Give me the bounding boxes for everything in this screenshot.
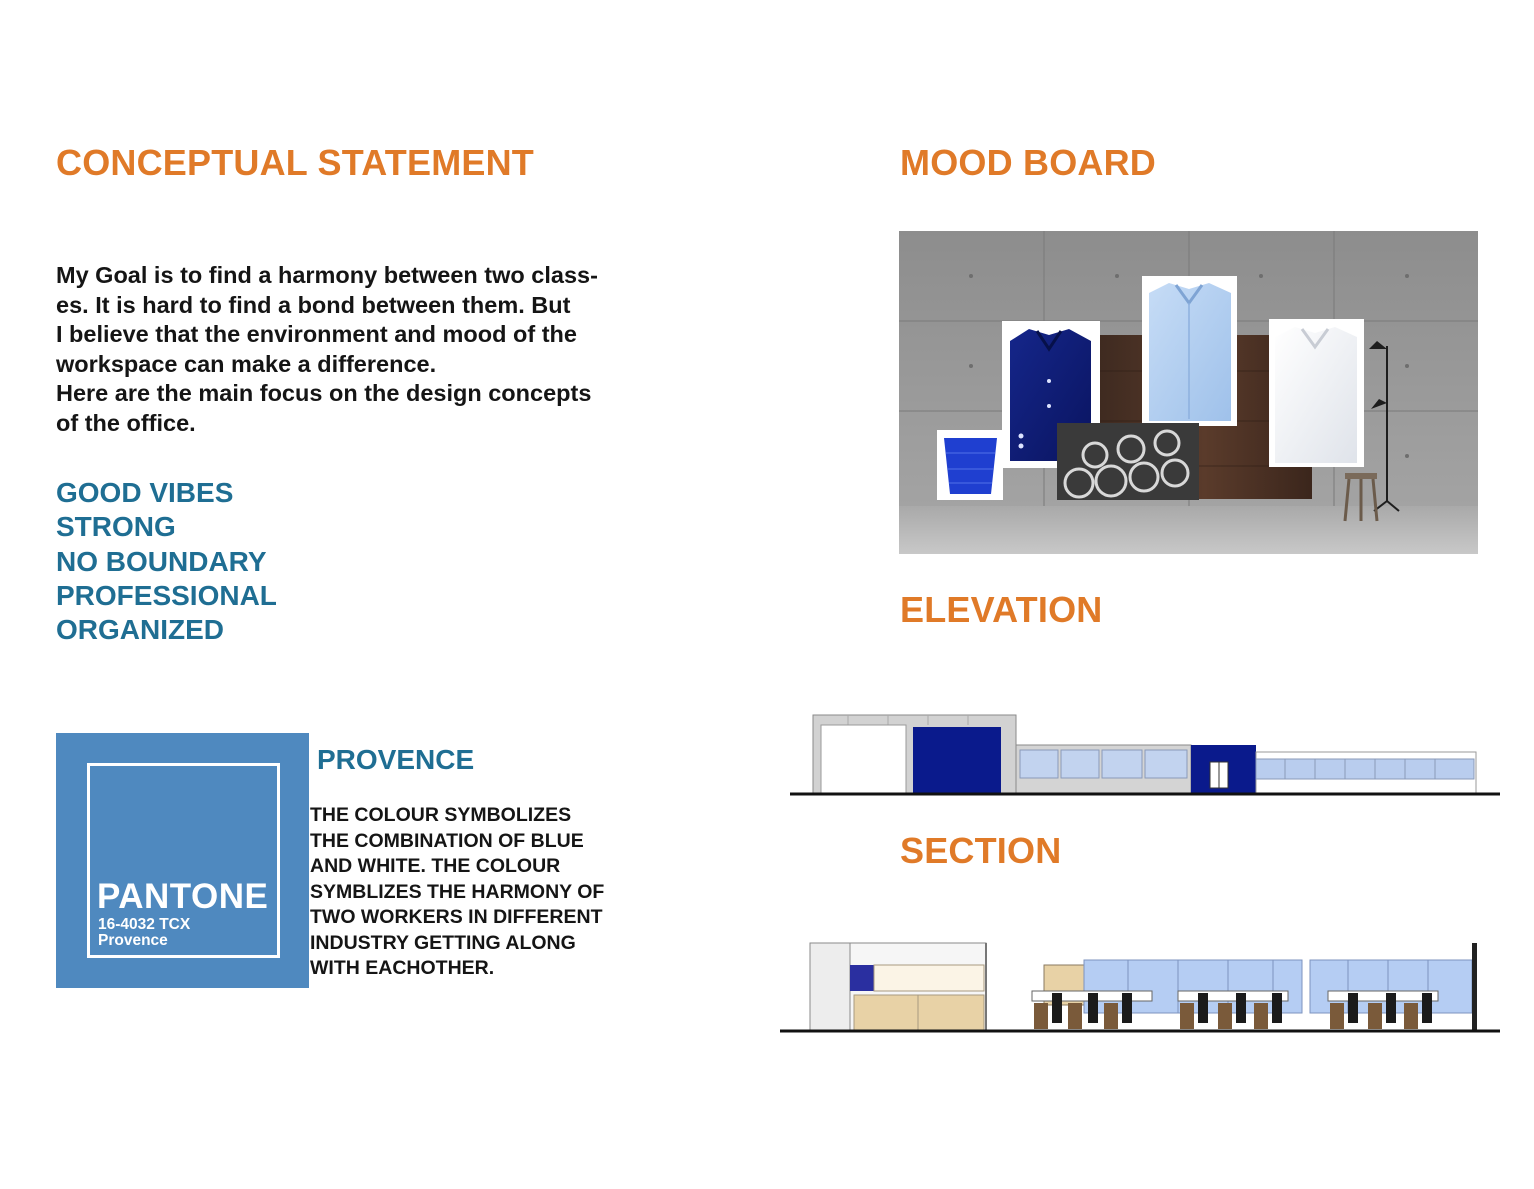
conceptual-statement-heading: CONCEPTUAL STATEMENT [56,142,534,183]
statement-line: es. It is hard to find a bond between them. But [56,291,571,318]
statement-line: I believe that the environment and mood of the [56,321,577,348]
design-concepts-list [56,476,277,647]
mood-board-image [899,231,1478,554]
swatch-code: 16-4032 TCX [98,916,191,933]
conceptual-statement-text [56,261,656,439]
swatch-name: Provence [98,932,168,949]
section-heading: SECTION [900,830,1062,871]
elevation-heading: ELEVATION [900,589,1103,630]
concept-item: PROFESSIONAL [56,579,277,611]
swatch-brand: PANTONE [97,877,269,916]
statement-line: My Goal is to find a harmony between two class- [56,262,598,288]
colour-description [310,803,604,982]
statement-line: workspace can make a difference. [56,350,437,377]
section-drawing [778,938,1504,1036]
concept-item: NO BOUNDARY [56,545,267,577]
colour-desc-line: INDUSTRY GETTING ALONG [310,931,576,954]
concept-item: ORGANIZED [56,614,224,646]
colour-desc-line: AND WHITE. THE COLOUR [310,855,561,877]
elevation-drawing [788,710,1504,800]
colour-name: PROVENCE [317,744,475,775]
colour-desc-line: THE COMBINATION OF BLUE [310,829,584,852]
statement-line: of the office. [56,409,196,436]
colour-desc-line: TWO WORKERS IN DIFFERENT [310,906,603,928]
statement-line: Here are the main focus on the design concepts [56,380,592,407]
mood-board-heading: MOOD BOARD [900,142,1156,183]
pantone-swatch [56,733,309,988]
colour-desc-line: SYMBLIZES THE HARMONY OF [310,880,605,903]
concept-item: STRONG [56,511,176,543]
colour-desc-line: WITH EACHOTHER. [310,957,495,979]
colour-desc-line: THE COLOUR SYMBOLIZES [310,804,572,826]
concept-item: GOOD VIBES [56,477,234,508]
